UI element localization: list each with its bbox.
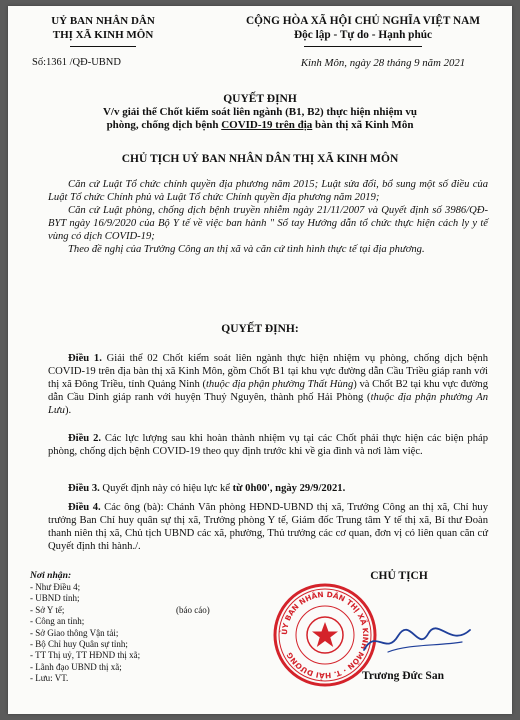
subject-text: phòng, chống dịch bệnh [106, 119, 222, 131]
national-header [218, 14, 508, 42]
recipients-title: Nơi nhận: [30, 570, 72, 581]
subject-text-end: bàn thị xã Kinh Môn [312, 119, 414, 131]
recipients-list [30, 582, 220, 685]
recipient-item: - Công an tỉnh; [30, 616, 85, 627]
seal-lettering: ỦY BAN NHÂN DÂN THỊ XÃ KINH MÔN · T. HẢI DƯƠNG [279, 589, 371, 681]
recipient-item: - Bộ Chỉ huy Quân sự tỉnh; [30, 639, 128, 650]
document-subject [48, 106, 472, 132]
recipient-item: - Lãnh đạo UBND thị xã; [30, 661, 122, 672]
recipients-report-note: (báo cáo) [176, 605, 210, 615]
nation-line-2: Độc lập - Tự do - Hạnh phúc [293, 29, 433, 41]
article-2-label: Điều 2. [68, 433, 102, 444]
document-type: QUYẾT ĐỊNH [223, 93, 297, 105]
subject-line-2 [48, 119, 472, 132]
article-3-text: Quyết định này có hiệu lực kể [99, 483, 233, 494]
recipient-item: - Như Điều 4; [30, 582, 81, 592]
article-4-label: Điều 4. [68, 502, 101, 513]
recipient-item: - Sở Giao thông Vận tải; [30, 627, 119, 638]
signer-title: CHỦ TỊCH [370, 570, 428, 582]
recipient-item: - UBND tỉnh; [30, 593, 80, 604]
issuing-organization [28, 14, 178, 42]
signer-name: Trương Đức San [362, 670, 444, 682]
recipient-item: - Lưu: VT. [30, 673, 69, 684]
article-3-label: Điều 3. [68, 483, 100, 494]
org-line-1: UỶ BAN NHÂN DÂN [51, 15, 155, 27]
recipient-item: - Sở Y tế; [30, 604, 65, 615]
motto-underline [304, 46, 422, 47]
article-1-text-3: ). [64, 405, 72, 416]
article-1-location-1: thuộc địa phận phường Thất Hùng [205, 379, 354, 390]
document-page [8, 6, 512, 714]
preamble-basis-2: Căn cứ Luật phòng, chống dịch bệnh truyền nhiễm ngày 21/11/2007 và Quyết định số 3986/QĐ-BYT ngày 16/9/2020 của Bộ Y tế về việc ban hành " Sổ tay Hướng dẫn tổ chức thực hiện cách ly y tế vùng có dịch COVID-19; [48, 205, 488, 242]
article-2-text: Các lực lượng sau khi hoàn thành nhiệm vụ tại các Chốt phải thực hiện các biện pháp phòng, chống dịch bệnh COVID-19 theo quy định trước khi về gia đình và nơi làm việc. [48, 433, 489, 457]
article-1-text-2: ) và Chốt B2 tại khu vực đường dẫn Cầu Dinh giáp ranh với huyện Thuỷ Nguyên, thành phố Hải Phòng ( [48, 379, 488, 403]
seal-emblem [307, 617, 343, 653]
issuing-authority: CHỦ TỊCH UỶ BAN NHÂN DÂN THỊ XÃ KINH MÔN [121, 153, 399, 165]
preamble-basis-1: Căn cứ Luật Tổ chức chính quyền địa phương năm 2015; Luật sửa đổi, bổ sung một số điều của Luật Tổ chức Chính phủ và Luật Tổ chức Chính quyền địa phương năm 2019; [48, 179, 488, 203]
subject-underlined-text: COVID-19 trên địa [221, 119, 313, 131]
article-1-text: Giải thể 02 Chốt kiểm soát liên ngành thực hiện nhiệm vụ phòng, chống dịch bệnh COVID-19 trên địa bàn thị xã Kinh Môn, gồm Chốt B1 tại khu vực đường dẫn Cầu Triều giáp ranh với thị xã Đông Triều, tỉnh Quảng Ninh ( [48, 353, 488, 390]
issue-date: Kinh Môn, ngày 28 tháng 9 năm 2021 [300, 57, 466, 69]
recipient-item: - TT Thị uỷ, TT HĐND thị xã; [30, 650, 141, 661]
article-1-label: Điều 1. [68, 353, 102, 364]
document-number: Số:1361 /QĐ-UBND [32, 57, 121, 68]
org-line-2: THỊ XÃ KINH MÔN [52, 29, 154, 41]
article-1 [48, 352, 488, 417]
decision-heading: QUYẾT ĐỊNH: [221, 323, 299, 335]
article-3 [48, 482, 488, 495]
article-1-location-2: thuộc địa phận phường An Lưu [48, 392, 488, 416]
article-4-text: Các ông (bà): Chánh Văn phòng HĐND-UBND thị xã, Trưởng Công an thị xã, Chỉ huy trưởng Ban Chỉ huy quân sự thị xã, Trưởng phòng Y tế, Giám đốc Trung tâm Y tế thị xã, Bí thư Đoàn thanh niên thị xã, Chủ tịch UBND các xã, phường, Thủ trưởng các cơ quan, đơn vị có liên quan căn cứ Quyết định thi hành./. [48, 502, 488, 552]
preamble-basis-3: Theo đề nghị của Trưởng Công an thị xã và căn cứ tình hình thực tế tại địa phương. [68, 244, 425, 255]
subject-line-1: V/v giải thể Chốt kiểm soát liên ngành (B1, B2) thực hiện nhiệm vụ [102, 106, 418, 118]
handwritten-signature [358, 622, 478, 662]
article-2 [48, 432, 488, 458]
org-underline [70, 46, 136, 47]
article-4 [48, 501, 488, 553]
nation-line-1: CỘNG HÒA XÃ HỘI CHỦ NGHĨA VIỆT NAM [245, 15, 481, 27]
article-3-effective-date: từ 0h00', ngày 29/9/2021. [232, 483, 346, 494]
preamble [48, 178, 488, 256]
